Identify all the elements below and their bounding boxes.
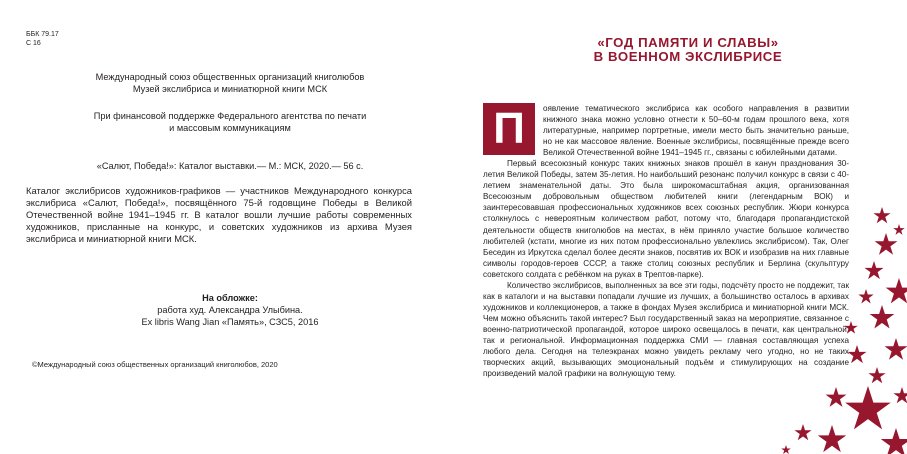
star-icon [881, 428, 907, 454]
bbk-block [26, 30, 59, 48]
cover-title: На обложке: [202, 293, 258, 303]
star-icon [864, 261, 883, 279]
star-icon [818, 425, 847, 452]
cover-block [40, 292, 420, 329]
paragraph-1: оявление тематического экслибриса как особого направления в развитии книжного знака можно условно отнести к 50–60-м годам прошлого века, хотя литературные, например портретные, имели место быть значительно раньше, но не как массовое явление. Военные экслибрисы, посвящённые прежде всего Великой Отечественной войне 1941–1945 гг., связаны с юбилейными датами. [543, 104, 849, 158]
drop-cap-letter: П [493, 104, 525, 153]
support-line-2: и массовым коммуникациям [169, 123, 291, 134]
star-icon [826, 387, 847, 407]
star-icon [794, 424, 811, 440]
paragraph-3: Количество экслибрисов, выполненных за все эти годы, подсчёту просто не поддежит, так как в каталоги и на выставки попадали лучшие из лучших, а большинство осталось в архивах художников и коллекционеров, а также в фондах Музея экслибриса и миниатюрной книги МСК. Чем можно объяснить такой интерес? Был государственный заказ на мероприятие, связанное с военно-патриотической пропагандой, которое широко освещалось в печати, как центральной, так и региональной. Информационная поддержка СМИ — главная составляющая успеха любого дела. Сегодня на телеэкранах можно увидеть рекламу чего угодно, но не таких творческих акций, вызывающих эмоциональный подъём и стимулирующих на создание произведений малой графики на волнующую тему. [483, 280, 849, 379]
stars-decoration [756, 200, 907, 454]
cover-line-1: работа худ. Александра Улыбина. [157, 305, 303, 316]
star-icon [845, 386, 891, 429]
bbk-index: С 16 [26, 40, 41, 47]
org-line-1: Международный союз общественных организаций книголюбов [95, 72, 365, 82]
catalog-description: Каталог экслибрисов художников-графиков — участников Международного конкурса экслибриса «Салют, Победа!», посвящённого 75-й годовщине Победы в Великой Отечественной войне 1941–1945 гг. В каталог вошли лучшие работы современных художников, присланные на конкурс, и советских художников из архива Музея экслибриса и миниатюрной книги МСК. [26, 185, 412, 245]
star-icon [875, 233, 898, 255]
copyright: ©Международный союз общественных организаций книголюбов, 2020 [32, 360, 278, 369]
star-icon [868, 367, 885, 383]
title-line-1: «ГОД ПАМЯТИ И СЛАВЫ» [597, 35, 779, 50]
support-line-1: При финансовой поддержке Федерального агентства по печати [93, 111, 367, 121]
star-icon [886, 278, 907, 303]
star-icon [858, 289, 873, 303]
paragraph-2: Первый всесоюзный конкурс таких книжных знаков прошёл в канун празднования 30-летия Великой Победы, затем 35-летия. Но наибольший резонанс получил конкурс в связи с 40-летием знаменательной даты. Это была широкомасштабная акция, организованная Всесоюзным добровольным обществом любителей книги (легендарным ВОК) и заинтересовавшая профессиональных художников всех союзных республик. Жюри конкурса столкнулось с невероятным количеством работ, потому что, благодаря пропагандистской деятельности обществ книголюбов на местах, в нём приняло участие большое количество любителей (кстати, многие из них потом профессионально увлеклись экслибрисом). Так, Олег Беседин из Иркутска сделал более десяти знаков, посвятив их ВОК и изобразив на них главные символы городов-героев СССР, а также столиц союзных республик и Берлина (скульптуру советского солдата с ребёнком на руках в Трептов-парке). [483, 159, 849, 279]
right-page [453, 0, 907, 454]
star-icon [844, 321, 857, 334]
catalog-line: «Салют, Победа!»: Каталог выставки.— М.: МСК, 2020.— 56 с. [96, 161, 364, 171]
left-page [0, 0, 453, 454]
org-line-2: Музей экслибриса и миниатюрной книги МСК [132, 84, 328, 95]
title-line-2: В ВОЕННОМ ЭКСЛИБРИСЕ [593, 49, 783, 64]
star-icon [893, 387, 907, 403]
star-icon [847, 345, 866, 363]
star-icon [893, 224, 904, 235]
support-block [40, 110, 420, 134]
page-title [553, 36, 823, 64]
publisher-block [40, 71, 420, 95]
cover-line-2: Ex libris Wang Jian «Память», СЗС5, 2016 [141, 317, 319, 328]
star-icon [873, 207, 890, 223]
star-icon [870, 305, 895, 329]
bbk-code: ББК 79.17 [26, 31, 59, 38]
star-icon [781, 445, 791, 454]
star-icon [885, 338, 907, 360]
